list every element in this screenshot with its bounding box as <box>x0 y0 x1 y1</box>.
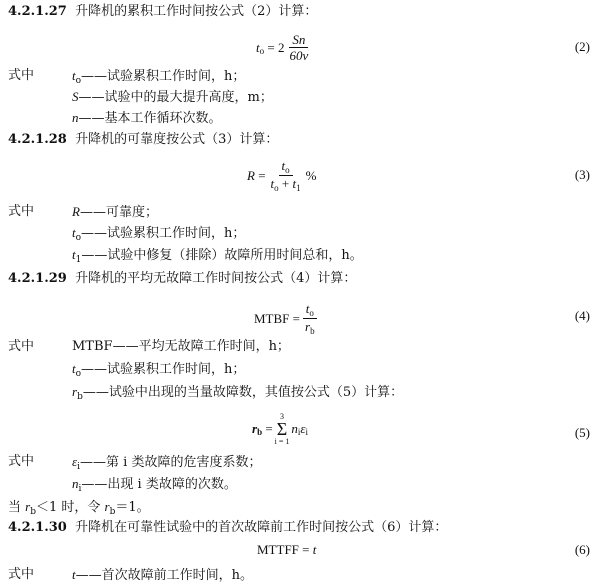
definition: $t_o——$试验累积工作时间，h； <box>72 68 246 86</box>
formula-lhs-sub: o <box>259 45 265 56</box>
formula-label-5: (5) <box>574 425 590 440</box>
fraction: $\frac{t_o}{t_o + t_1}$ <box>270 158 301 193</box>
fraction <box>286 32 311 63</box>
where-label: 式中 <box>8 454 35 469</box>
formula-2 <box>256 32 313 63</box>
clause-4-2-1-30 <box>8 519 447 537</box>
clause-text: 升降机的平均无故障工作时间按公式（4）计算： <box>75 271 357 286</box>
definition: t——首次故障前工作时间，h。 <box>72 567 253 583</box>
sum-sign: 3 Σ i = 1 <box>274 412 290 446</box>
formula-6: MTTFF = t <box>257 542 317 557</box>
formula-eq: = 2 <box>267 39 285 55</box>
formula-3: R = $\frac{t_o}{t_o + t_1}$ % <box>247 158 317 193</box>
formula-label-3: (3) <box>574 167 590 182</box>
where-label: 式中 <box>8 567 35 582</box>
numerator: Sn <box>289 32 308 48</box>
definition: $t_o——$试验累积工作时间，h； <box>72 361 246 379</box>
formula-4: MTBF = $\frac{t_o}{r_b}$ <box>254 301 320 336</box>
definition: MTBF——平均无故障工作时间，h； <box>72 339 290 354</box>
definition: $\varepsilon_i——$第 i 类故障的危害度系数； <box>72 454 262 472</box>
formula-lhs: t <box>256 39 260 55</box>
definition: $n_i——$出现 i 类故障的次数。 <box>72 476 237 494</box>
where-label: 式中 <box>8 204 35 219</box>
clause-number: 4.2.1.27 <box>8 4 67 19</box>
clause-number: 4.2.1.28 <box>8 132 67 147</box>
definition: S——试验中的最大提升高度，m； <box>72 89 273 105</box>
definition: n——基本工作循环次数。 <box>72 110 222 126</box>
clause-text: 升降机的可靠度按公式（3）计算： <box>75 132 279 147</box>
definition: $t_o——$试验累积工作时间，h； <box>72 225 246 243</box>
where-label: 式中 <box>8 339 35 354</box>
formula-label-2: (2) <box>574 39 590 54</box>
clause-text: 升降机的累积工作时间按公式（2）计算： <box>75 4 318 19</box>
clause-number: 4.2.1.30 <box>8 520 67 535</box>
note-line: 当 $r_b<1$ 时，令 $r_b=1$。 <box>8 499 150 517</box>
clause-4-2-1-27 <box>8 3 317 21</box>
clause-4-2-1-29 <box>8 270 356 288</box>
fraction: $\frac{t_o}{r_b}$ <box>302 301 318 336</box>
where-label: 式中 <box>8 68 35 83</box>
definition: $r_b——$试验中出现的当量故障数，其值按公式（5）计算： <box>72 384 404 402</box>
clause-number: 4.2.1.29 <box>8 271 67 286</box>
formula-label-6: (6) <box>574 542 590 557</box>
denominator: 60v <box>289 48 309 63</box>
definition: R——可靠度； <box>72 204 158 220</box>
formula-label-4: (4) <box>574 308 590 323</box>
definition: $t_1——$试验中修复（排除）故障所用时间总和，h。 <box>72 247 363 265</box>
clause-4-2-1-28 <box>8 131 278 149</box>
clause-text: 升降机在可靠性试验中的首次故障前工作时间按公式（6）计算： <box>75 520 448 535</box>
formula-5: r b = 3 Σ i = 1 n i ε i <box>252 412 309 446</box>
